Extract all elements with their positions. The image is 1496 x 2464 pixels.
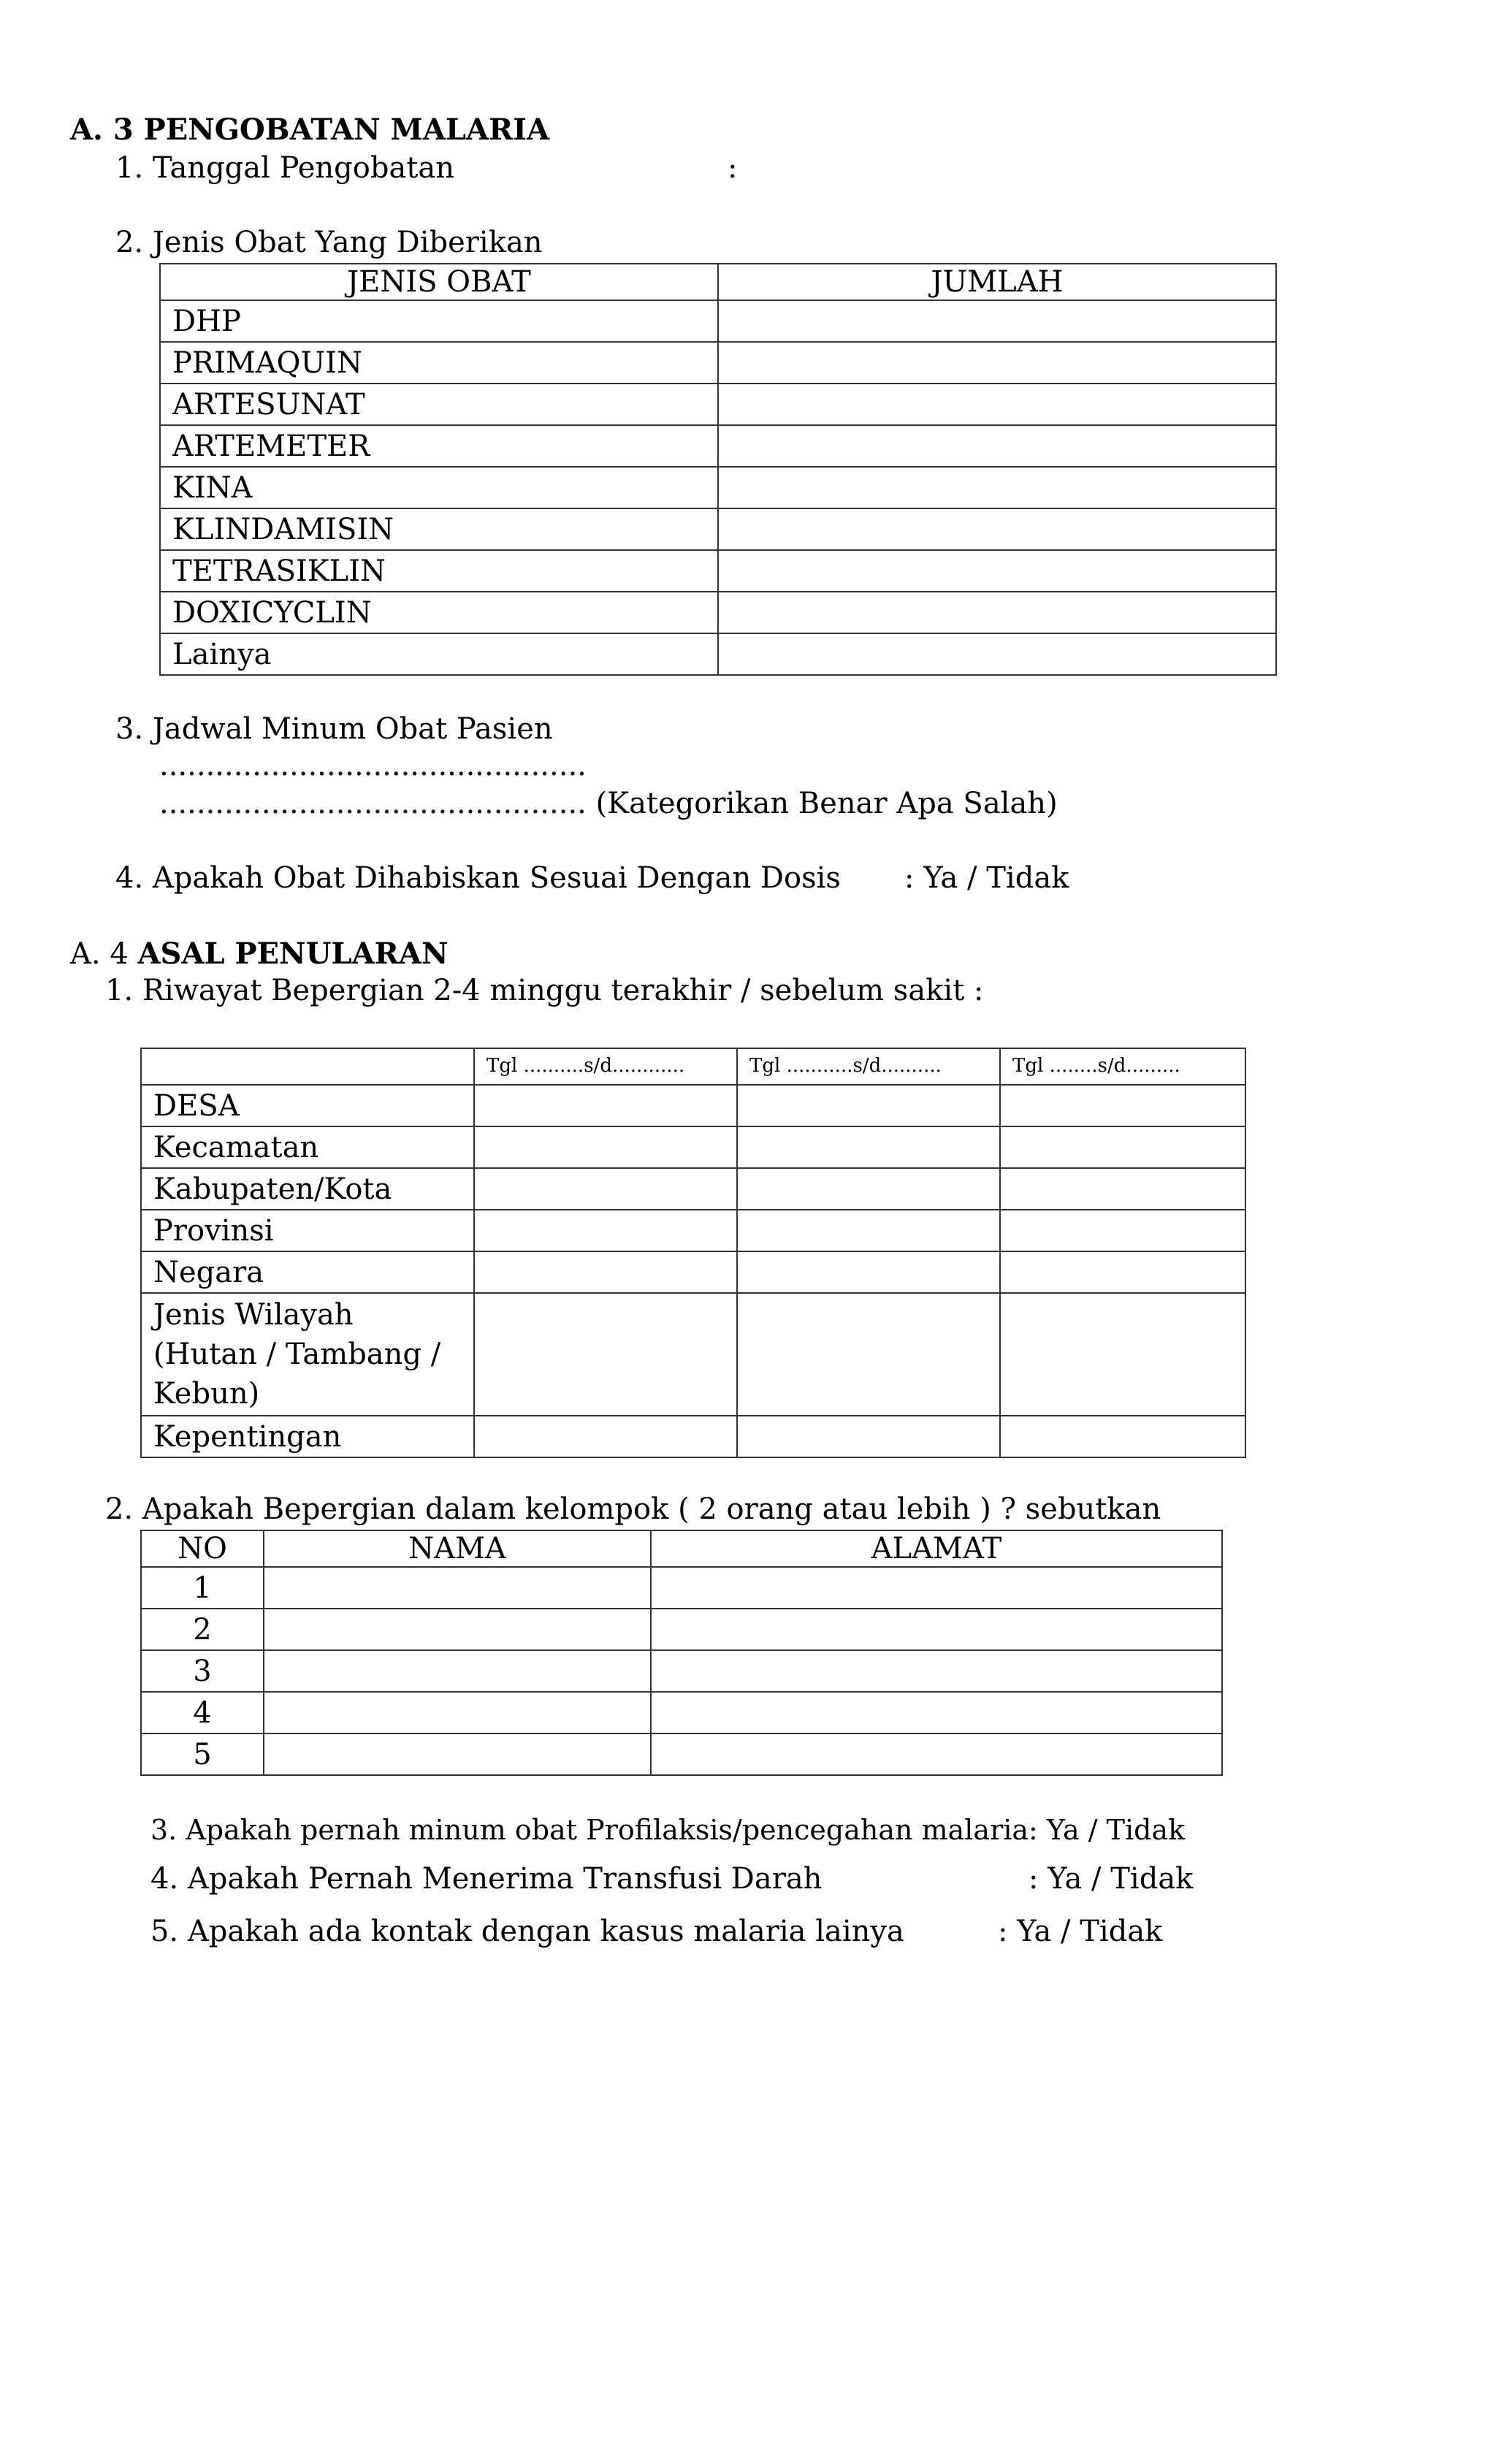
drug-type-label: 2. Jenis Obat Yang Diberikan: [115, 226, 543, 259]
travel-cell[interactable]: [474, 1251, 737, 1293]
group-row: [141, 1567, 1222, 1609]
contact-answer[interactable]: : Ya / Tidak: [998, 1915, 1163, 1948]
dose-complete-label: 4. Apakah Obat Dihabiskan Sesuai Dengan Dosis: [115, 861, 841, 895]
group-header-no: NO: [141, 1530, 264, 1567]
transfusion-label: 4. Apakah Pernah Menerima Transfusi Darah: [150, 1862, 823, 1896]
drug-row-artemeter: [160, 425, 1276, 467]
drug-row-lainya: [160, 633, 1276, 675]
drug-name: DHP: [160, 300, 718, 342]
section-a3-heading: A. 3 PENGOBATAN MALARIA: [70, 112, 549, 147]
travel-table: [140, 1048, 1246, 1458]
drug-table-header: [160, 264, 1276, 300]
drug-qty-cell[interactable]: [718, 300, 1276, 342]
travel-row-label: Kepentingan: [141, 1416, 474, 1457]
group-row-no: 1: [141, 1567, 264, 1609]
travel-cell[interactable]: [1000, 1416, 1245, 1457]
drug-table-header-jenis: JENIS OBAT: [160, 264, 718, 300]
contact-label: 5. Apakah ada kontak dengan kasus malaria lainya: [150, 1915, 904, 1948]
travel-row-negara: [141, 1251, 1245, 1293]
drug-table: [159, 263, 1277, 676]
group-row: [141, 1650, 1222, 1692]
drug-name: ARTEMETER: [160, 425, 718, 467]
group-row: [141, 1609, 1222, 1650]
group-address-cell[interactable]: [651, 1733, 1222, 1775]
travel-cell[interactable]: [1000, 1126, 1245, 1168]
drug-qty-cell[interactable]: [718, 508, 1276, 550]
travel-cell[interactable]: [474, 1085, 737, 1126]
travel-row-provinsi: [141, 1210, 1245, 1251]
group-travel-label: 2. Apakah Bepergian dalam kelompok ( 2 orang atau lebih ) ? sebutkan: [105, 1492, 1161, 1526]
travel-cell[interactable]: [737, 1085, 1000, 1126]
treatment-date-label: 1. Tanggal Pengobatan: [115, 151, 455, 185]
travel-row-label: Kecamatan: [141, 1126, 474, 1168]
group-header-alamat: ALAMAT: [651, 1530, 1222, 1567]
travel-cell[interactable]: [1000, 1251, 1245, 1293]
section-a4-prefix: A. 4: [70, 937, 138, 971]
drug-row-doxicyclin: [160, 592, 1276, 633]
travel-cell[interactable]: [1000, 1085, 1245, 1126]
dose-complete-answer[interactable]: : Ya / Tidak: [904, 861, 1069, 895]
treatment-date-colon: :: [728, 151, 738, 185]
group-row-no: 3: [141, 1650, 264, 1692]
drug-qty-cell[interactable]: [718, 550, 1276, 592]
travel-row-kabupaten: [141, 1168, 1245, 1210]
group-table-header: [141, 1530, 1222, 1567]
travel-row-label: DESA: [141, 1085, 474, 1126]
group-address-cell[interactable]: [651, 1650, 1222, 1692]
group-name-cell[interactable]: [264, 1650, 651, 1692]
drug-row-primaquin: [160, 342, 1276, 384]
drug-name: TETRASIKLIN: [160, 550, 718, 592]
travel-row-label: Provinsi: [141, 1210, 474, 1251]
drug-name: KLINDAMISIN: [160, 508, 718, 550]
travel-header-blank: [141, 1048, 474, 1085]
travel-cell[interactable]: [737, 1416, 1000, 1457]
drug-name: PRIMAQUIN: [160, 342, 718, 384]
travel-header-date-2: Tgl ...........s/d..........: [737, 1048, 1000, 1085]
travel-cell[interactable]: [474, 1168, 737, 1210]
drug-row-klindamisin: [160, 508, 1276, 550]
section-a4-heading: [70, 939, 449, 969]
travel-row-jenis-wilayah: [141, 1293, 1245, 1416]
drug-qty-cell[interactable]: [718, 384, 1276, 425]
travel-cell[interactable]: [1000, 1168, 1245, 1210]
travel-row-label: Negara: [141, 1251, 474, 1293]
group-name-cell[interactable]: [264, 1609, 651, 1650]
drug-qty-cell[interactable]: [718, 592, 1276, 633]
travel-cell[interactable]: [474, 1416, 737, 1457]
group-row: [141, 1733, 1222, 1775]
prophylaxis-answer[interactable]: : Ya / Tidak: [1028, 1814, 1186, 1846]
group-row: [141, 1692, 1222, 1733]
group-name-cell[interactable]: [264, 1567, 651, 1609]
drug-table-header-jumlah: JUMLAH: [718, 264, 1276, 300]
travel-cell[interactable]: [737, 1251, 1000, 1293]
group-row-no: 4: [141, 1692, 264, 1733]
drug-row-dhp: [160, 300, 1276, 342]
drug-qty-cell[interactable]: [718, 425, 1276, 467]
drug-qty-cell[interactable]: [718, 342, 1276, 384]
travel-cell[interactable]: [474, 1126, 737, 1168]
schedule-label: 3. Jadwal Minum Obat Pasien: [115, 712, 553, 746]
drug-name: Lainya: [160, 633, 718, 675]
travel-row-kepentingan: [141, 1416, 1245, 1457]
travel-cell[interactable]: [737, 1168, 1000, 1210]
travel-cell[interactable]: [737, 1210, 1000, 1251]
travel-table-header: [141, 1048, 1245, 1085]
travel-header-date-1: Tgl ..........s/d............: [474, 1048, 737, 1085]
group-table: [140, 1530, 1223, 1776]
drug-row-artesunat: [160, 384, 1276, 425]
travel-row-label: Jenis Wilayah (Hutan / Tambang / Kebun): [141, 1293, 474, 1416]
prophylaxis-label: 3. Apakah pernah minum obat Profilaksis/pencegahan malaria: [150, 1814, 1029, 1846]
group-address-cell[interactable]: [651, 1692, 1222, 1733]
travel-row-label: Kabupaten/Kota: [141, 1168, 474, 1210]
drug-name: DOXICYCLIN: [160, 592, 718, 633]
drug-row-tetrasiklin: [160, 550, 1276, 592]
travel-row-kecamatan: [141, 1126, 1245, 1168]
schedule-line-1: ..............................................: [159, 749, 587, 782]
travel-cell[interactable]: [1000, 1210, 1245, 1251]
drug-qty-cell[interactable]: [718, 633, 1276, 675]
group-address-cell[interactable]: [651, 1567, 1222, 1609]
transfusion-answer[interactable]: : Ya / Tidak: [1028, 1862, 1194, 1896]
group-row-no: 2: [141, 1609, 264, 1650]
drug-name: ARTESUNAT: [160, 384, 718, 425]
group-header-nama: NAMA: [264, 1530, 651, 1567]
group-address-cell[interactable]: [651, 1609, 1222, 1650]
group-name-cell[interactable]: [264, 1692, 651, 1733]
travel-cell[interactable]: [474, 1293, 737, 1416]
travel-cell[interactable]: [1000, 1293, 1245, 1416]
travel-row-desa: [141, 1085, 1245, 1126]
travel-cell[interactable]: [737, 1293, 1000, 1416]
drug-qty-cell[interactable]: [718, 467, 1276, 508]
travel-cell[interactable]: [737, 1126, 1000, 1168]
travel-cell[interactable]: [474, 1210, 737, 1251]
drug-name: KINA: [160, 467, 718, 508]
section-a4-title: ASAL PENULARAN: [137, 937, 449, 971]
group-name-cell[interactable]: [264, 1733, 651, 1775]
schedule-line-2: .............................................. (Kategorikan Benar Apa Salah): [159, 787, 1058, 820]
group-row-no: 5: [141, 1733, 264, 1775]
drug-row-kina: [160, 467, 1276, 508]
travel-header-date-3: Tgl ........s/d.........: [1000, 1048, 1245, 1085]
travel-history-label: 1. Riwayat Bepergian 2-4 minggu terakhir / sebelum sakit :: [105, 974, 984, 1007]
